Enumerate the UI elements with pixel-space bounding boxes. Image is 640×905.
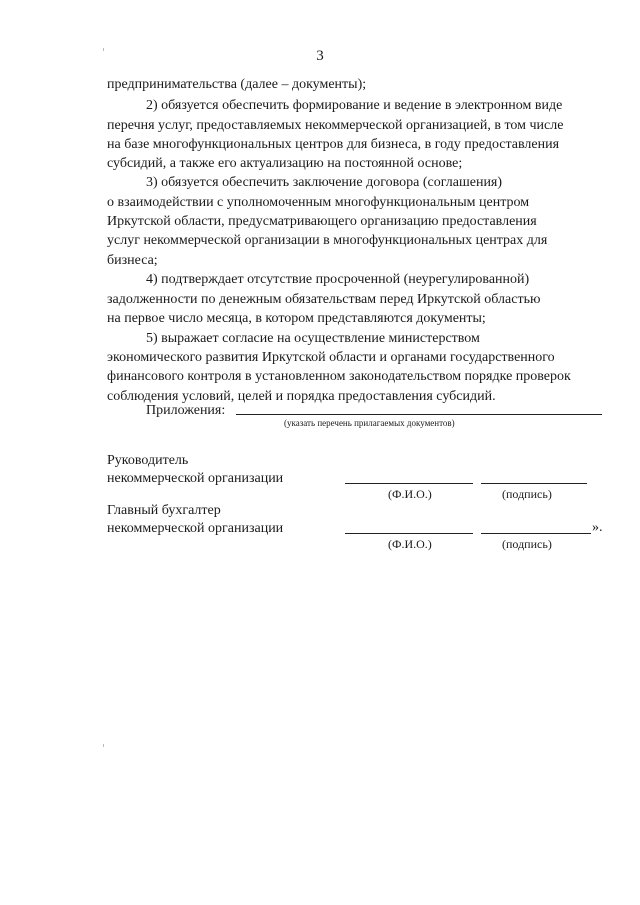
accountant-signature-caption: (подпись) (502, 537, 552, 551)
item-3-line: 3) обязуется обеспечить заключение договора (соглашения) (146, 175, 503, 190)
item-3-line: бизнеса; (107, 253, 158, 268)
item-3-line: Иркутской области, предусматривающего организацию предоставления (107, 214, 537, 229)
accountant-name-line (345, 533, 473, 534)
item-3-line: услуг некоммерческой организации в многофункциональных центрах для (107, 233, 548, 248)
item-4-line: задолженности по денежным обязательствам перед Иркутской областью (107, 292, 541, 307)
item-3-line: о взаимодействии с уполномоченным многофункциональным центром (107, 195, 530, 210)
head-name-line (345, 483, 473, 484)
scan-mark (103, 48, 104, 51)
accountant-title: Главный бухгалтер (107, 503, 221, 518)
head-title: Руководитель (107, 453, 189, 468)
item-2-line: на базе многофункциональных центров для бизнеса, в году предоставления (107, 137, 560, 152)
attachments-caption: (указать перечень прилагаемых документов) (284, 418, 455, 428)
scan-mark (103, 744, 104, 747)
item-5-line: финансового контроля в установленном законодательством порядке проверок (107, 369, 571, 384)
item-5-line: соблюдения условий, целей и порядка предоставления субсидий. (107, 389, 496, 404)
item-5-line: 5) выражает согласие на осуществление министерством (146, 331, 480, 346)
paragraph-line: предпринимательства (далее – документы); (107, 77, 367, 92)
item-2-line: субсидий, а также его актуализацию на постоянной основе; (107, 156, 463, 171)
head-title-org: некоммерческой организации (107, 471, 284, 486)
accountant-signature-line (481, 533, 591, 534)
head-name-caption: (Ф.И.О.) (388, 487, 432, 501)
item-2-line: 2) обязуется обеспечить формирование и ведение в электронном виде (146, 98, 563, 113)
item-4-line: на первое число месяца, в котором представляются документы; (107, 311, 486, 326)
accountant-title-org: некоммерческой организации (107, 521, 284, 536)
head-signature-caption: (подпись) (502, 487, 552, 501)
head-signature-line (481, 483, 587, 484)
item-2-line: перечня услуг, предоставляемых некоммерческой организацией, в том числе (107, 118, 564, 133)
accountant-name-caption: (Ф.И.О.) (388, 537, 432, 551)
item-5-line: экономического развития Иркутской области и органами государственного (107, 350, 555, 365)
attachments-label: Приложения: (146, 403, 226, 418)
item-4-line: 4) подтверждает отсутствие просроченной (неурегулированной) (146, 272, 530, 287)
attachments-fill-line (236, 414, 602, 415)
page-number: 3 (316, 48, 324, 64)
closing-quote: ». (592, 520, 603, 535)
